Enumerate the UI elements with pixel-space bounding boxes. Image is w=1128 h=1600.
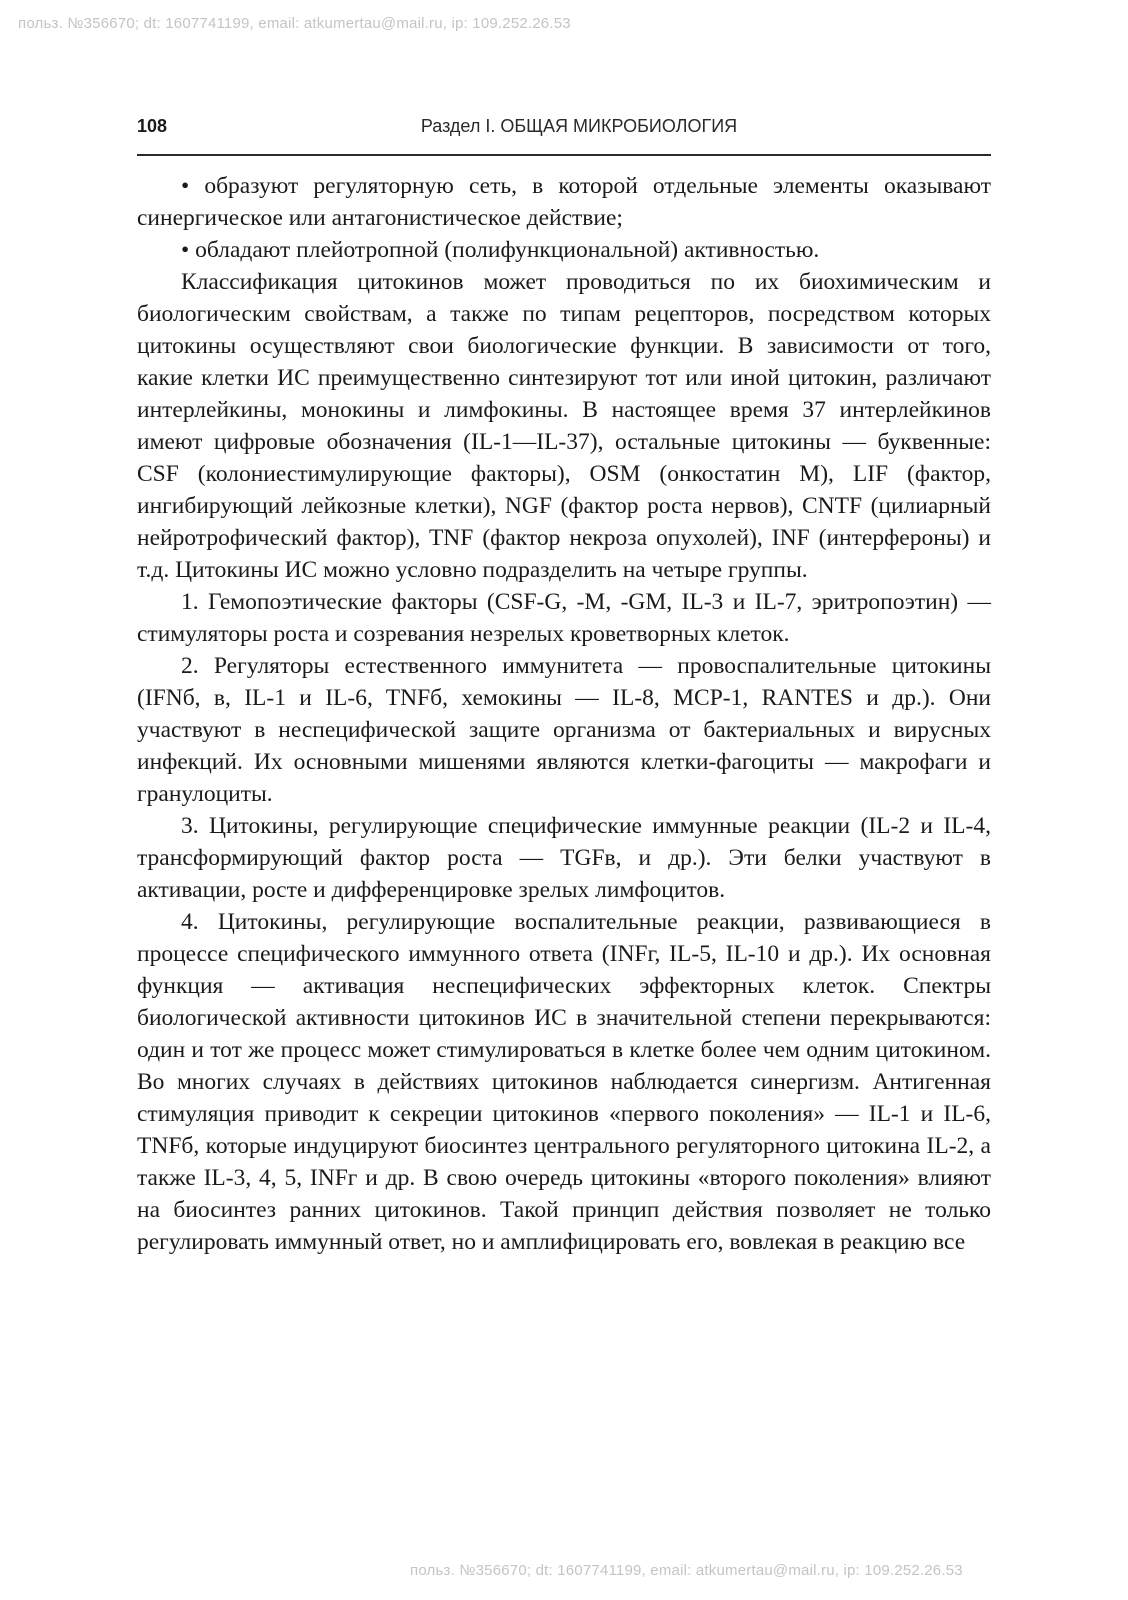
paragraph-group-4: 4. Цитокины, регулирующие воспалительные реакции, развивающиеся в процессе специфического иммунного ответа (INFг, IL-5, IL-10 и др.). Их основная функция — активация неспецифических эффекторных клеток. Спектры биологической активности цитокинов ИС в значительной степени перекрываются: один и тот же процесс может стимулироваться в клетке более чем одним цитокином. Во многих случаях в действиях цитокинов наблюдается синергизм. Антигенная стимуляция приводит к секреции цитокинов «первого поколения» — IL-1 и IL-6, TNFб, которые индуцируют биосинтез центрального регуляторного цитокина IL-2, а также IL-3, 4, 5, INFг и др. В свою очередь цитокины «второго поколения» влияют на биосинтез ранних цитокинов. Такой принцип действия позволяет не только регулировать иммунный ответ, но и амплифицировать его, вовлекая в реакцию все	[137, 909, 991, 1255]
page-number: 108	[137, 116, 168, 136]
paragraph-classification: Классификация цитокинов может проводиться по их биохимическим и биологическим свойствам, а также по типам рецепторов, посредством которых цитокины осуществляют свои биологические функции. В зависимости от того, какие клетки ИС преимущественно синтезируют тот или иной цитокин, различают интерлейкины, монокины и лимфокины. В настоящее время 37 интерлейкинов имеют цифровые обозначения (IL-1—IL-37), остальные цитокины — буквенные: CSF (колониестимулирующие факторы), OSM (онкостатин M), LIF (фактор, ингибирующий лейкозные клетки), NGF (фактор роста нервов), CNTF (цилиарный нейротрофический фактор), TNF (фактор некроза опухолей), INF (интерфероны) и т.д. Цитокины ИС можно условно подразделить на четыре группы.	[137, 269, 991, 583]
paragraph-bullet-2: • обладают плейотропной (полифункциональной) активностью.	[181, 237, 820, 263]
watermark-top: польз. №356670; dt: 1607741199, email: atkumertau@mail.ru, ip: 109.252.26.53	[18, 15, 571, 32]
paragraph-bullet-1: • образуют регуляторную сеть, в которой отдельные элементы оказывают синергическое или антагонистическое действие;	[137, 173, 991, 231]
running-head: Раздел I. ОБЩАЯ МИКРОБИОЛОГИЯ	[420, 116, 738, 136]
body-text	[137, 170, 991, 1258]
page-header	[137, 116, 991, 156]
paragraph-group-3: 3. Цитокины, регулирующие специфические иммунные реакции (IL-2 и IL-4, трансформирующий фактор роста — TGFв, и др.). Эти белки участвуют в активации, росте и дифференцировке зрелых лимфоцитов.	[137, 813, 991, 903]
paragraph-group-2: 2. Регуляторы естественного иммунитета — провоспалительные цитокины (IFNб, в, IL-1 и IL-6, TNFб, хемокины — IL-8, MCP-1, RANTES и др.). Они участвуют в неспецифической защите организма от бактериальных и вирусных инфекций. Их основными мишенями являются клетки-фагоциты — макрофаги и гранулоциты.	[137, 653, 991, 807]
watermark-bottom: польз. №356670; dt: 1607741199, email: atkumertau@mail.ru, ip: 109.252.26.53	[410, 1562, 963, 1579]
paragraph-group-1: 1. Гемопоэтические факторы (CSF-G, -M, -GM, IL-3 и IL-7, эритропоэтин) — стимуляторы роста и созревания незрелых кроветворных клеток.	[137, 589, 991, 647]
